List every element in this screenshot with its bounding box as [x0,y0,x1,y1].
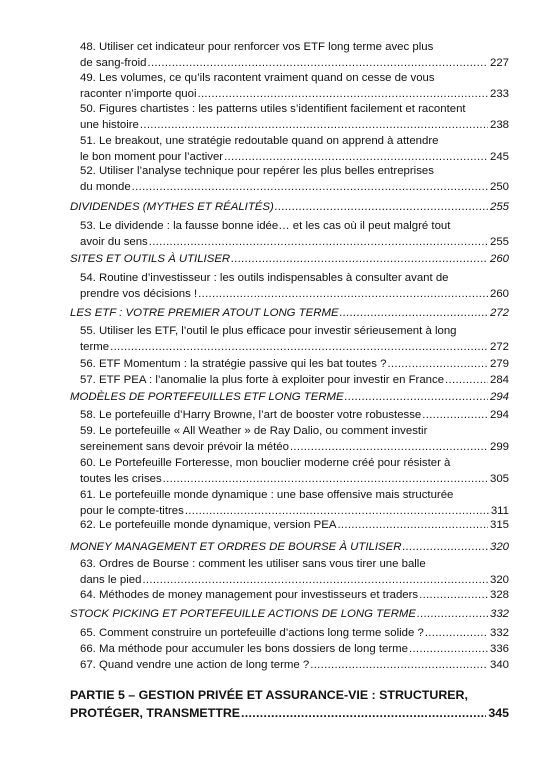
dot-leader [402,540,488,556]
toc-chapter-entry [80,324,509,355]
toc-entry-title: 52. Utiliser l’analyse technique pour repérer les plus belles entreprises [80,165,434,177]
toc-entry-line [80,340,509,356]
toc-entry-line [80,134,509,150]
toc-entry-title: toutes les crises [80,472,162,485]
dot-leader [132,180,488,196]
toc-entry-title: 64. Méthodes de money management pour investisseurs et traders [80,589,419,601]
toc-chapter-entry [80,488,509,519]
toc-chapter-entry [80,40,509,71]
page-number: 345 [488,705,509,720]
toc-entry-line [80,235,509,251]
page-number: 260 [489,253,509,265]
page-number: 328 [489,589,509,601]
toc-entry-title: DIVIDENDES (MYTHES ET RÉALITÉS) [70,201,274,213]
toc-entry-title: une histoire [80,118,139,131]
toc-entry-line [80,424,509,440]
page-number: 238 [489,118,509,131]
toc-entry-title: pour le compte-titres [80,504,184,517]
toc-entry-line [70,390,509,406]
dot-leader [198,287,488,303]
dot-leader [445,373,488,389]
toc-entry-line [80,658,509,674]
dot-leader [419,588,488,604]
toc-entry-title: de sang-froid [80,56,147,69]
toc-entry-title: MODÈLES DE PORTEFEUILLES ETF LONG TERME [70,391,344,403]
toc-entry-title: 59. Le portefeuille « All Weather » de Ray Dalio, ou comment investir [80,425,428,437]
toc-entry-title: du monde [80,180,131,193]
toc-entry-title: 58. Le portefeuille d’Harry Browne, l’art de booster votre robustesse [80,409,422,421]
toc-entry-line [80,287,509,303]
toc-entry-line [80,504,509,520]
toc-entry-line [70,705,509,723]
toc-entry-line [80,118,509,134]
page-number: 305 [489,472,509,485]
toc-entry-line [80,71,509,87]
page-number: 272 [489,307,509,319]
toc-entry-title: 51. Le breakout, une stratégie redoutable quand on apprend à attendre [80,135,439,147]
page-number: 320 [489,541,509,553]
page-number: 336 [489,643,509,655]
toc-entry-line [80,56,509,72]
toc-entry-line [80,102,509,118]
toc-chapter-entry [80,642,509,658]
page-number: 245 [489,150,509,163]
toc-entry-title: 62. Le portefeuille monde dynamique, version PEA [80,519,337,531]
page-number: 315 [489,519,509,531]
toc-entry-title: 48. Utiliser cet indicateur pour renforcer vos ETF long terme avec plus [80,41,434,53]
dot-leader [149,235,488,251]
page-number: 320 [489,573,509,586]
toc-entry-line [80,456,509,472]
toc-chapter-entry [80,357,509,373]
toc-entry-line [80,472,509,488]
toc-entry-title: sereinement sans devoir prévoir la météo [80,440,289,453]
dot-leader [425,626,488,642]
page-number: 255 [489,235,509,248]
page-number: 294 [489,391,509,403]
toc-entry-line [70,252,509,268]
toc-entry-line [80,573,509,589]
dot-leader [340,306,488,322]
toc-chapter-entry [80,164,509,195]
toc-entry-line [70,607,509,623]
toc-entry-title: 60. Le Portefeuille Forteresse, mon bouclier moderne créé pour résister à [80,457,451,469]
toc-chapter-entry [80,557,509,588]
toc-entry-line [80,271,509,287]
dot-leader [163,472,488,488]
dot-leader [290,440,488,456]
toc-entry-title: PARTIE 5 – GESTION PRIVÉE ET ASSURANCE-VIE : STRUCTURER, [70,688,468,702]
toc-entry-title: STOCK PICKING ET PORTEFEUILLE ACTIONS DE LONG TERME [70,608,417,620]
toc-chapter-entry [80,71,509,102]
dot-leader [337,518,488,534]
toc-entry-line [80,642,509,658]
toc-entry-line [80,373,509,389]
toc-section-heading [70,200,509,216]
dot-leader [275,200,488,216]
toc-chapter-entry [80,102,509,133]
dot-leader [231,252,488,268]
toc-entry-line [80,440,509,456]
toc-entry-title: le bon moment pour l’activer [80,150,224,163]
toc-entry-title: 54. Routine d’investisseur : les outils indispensables à consulter avant de [80,272,449,284]
dot-leader [198,87,488,103]
dot-leader [148,56,488,72]
page-number: 332 [489,608,509,620]
toc-entry-line [70,306,509,322]
page-number: 250 [489,180,509,193]
toc-entry-line [70,540,509,556]
toc-entry-line [70,687,509,705]
page-number: 260 [489,287,509,300]
toc-entry-title: 53. Le dividende : la fausse bonne idée… et les cas où il peut malgré tout [80,220,451,232]
toc-entry-line [80,87,509,103]
toc-entry-title: avoir du sens [80,235,148,248]
toc-entry-line [80,180,509,196]
toc-entry-line [80,40,509,56]
toc-entry-title: prendre vos décisions ! [80,287,198,300]
toc-section-heading [70,252,509,268]
page-number: 279 [489,358,509,370]
toc-entry-line [80,324,509,340]
dot-leader [110,340,488,356]
page-number: 284 [489,374,509,386]
dot-leader [224,150,488,166]
toc-entry-title: 61. Le portefeuille monde dynamique : une base offensive mais structurée [80,489,454,501]
toc-entry-title: terme [80,340,110,353]
page-number: 311 [490,504,509,517]
dot-leader [140,118,488,134]
toc-entry-title: 66. Ma méthode pour accumuler les bons dossiers de long terme [80,643,408,655]
toc-entry-title: LES ETF : VOTRE PREMIER ATOUT LONG TERME [70,307,339,319]
toc-entry-title: 57. ETF PEA : l’anomalie la plus forte à exploiter pour investir en France [80,374,445,386]
toc-section-heading [70,306,509,322]
toc-entry-line [80,626,509,642]
toc-entry-line [80,408,509,424]
toc-section-heading [70,540,509,556]
toc-entry-title: 56. ETF Momentum : la stratégie passive qui les bat toutes ? [80,358,387,370]
dot-leader [422,408,488,424]
page-number: 233 [489,87,509,100]
dot-leader [142,573,488,589]
page-number: 294 [489,409,509,421]
toc-chapter-entry [80,456,509,487]
page-number: 299 [489,440,509,453]
toc-chapter-entry [80,219,509,250]
page-number: 340 [489,659,509,671]
toc-section-heading [70,390,509,406]
toc-chapter-entry [80,626,509,642]
toc-part-heading [70,687,509,722]
toc-entry-title: SITES ET OUTILS À UTILISER [70,253,231,265]
toc-chapter-entry [80,424,509,455]
dot-leader [241,705,486,723]
toc-chapter-entry [80,518,509,534]
toc-entry-title: 55. Utiliser les ETF, l’outil le plus efficace pour investir sérieusement à long [80,325,457,337]
page-number: 255 [489,201,509,213]
dot-leader [345,390,488,406]
dot-leader [417,607,488,623]
toc-entry-line [70,200,509,216]
toc-chapter-entry [80,588,509,604]
toc-chapter-entry [80,134,509,165]
toc-entry-line [80,357,509,373]
toc-chapter-entry [80,271,509,302]
dot-leader [185,504,489,520]
toc-chapter-entry [80,658,509,674]
toc-entry-line [80,588,509,604]
page-number: 272 [489,340,509,353]
toc-entry-line [80,219,509,235]
toc-entry-title: 65. Comment construire un portefeuille d’actions long terme solide ? [80,627,424,639]
toc-chapter-entry [80,408,509,424]
toc-entry-line [80,557,509,573]
dot-leader [310,658,488,674]
toc-entry-title: 63. Ordres de Bourse : comment les utiliser sans vous tirer une balle [80,558,426,570]
toc-chapter-entry [80,373,509,389]
toc-entry-title: MONEY MANAGEMENT ET ORDRES DE BOURSE À UTILISER [70,541,402,553]
toc-entry-title: 67. Quand vendre une action de long terme ? [80,659,310,671]
toc-section-heading [70,607,509,623]
toc-entry-title: PROTÉGER, TRANSMETTRE [70,705,241,720]
toc-entry-title: 50. Figures chartistes : les patterns utiles s’identifient facilement et racontent [80,103,466,115]
toc-entry-title: 49. Les volumes, ce qu’ils racontent vraiment quand on cesse de vous [80,72,435,84]
page-number: 332 [489,627,509,639]
toc-entry-line [80,488,509,504]
toc-entry-line [80,164,509,180]
page-number: 227 [489,56,509,69]
toc-entry-title: dans le pied [80,573,142,586]
toc-entry-line [80,518,509,534]
dot-leader [409,642,488,658]
toc-entry-line [80,150,509,166]
dot-leader [387,357,488,373]
toc-entry-title: raconter n’importe quoi [80,87,197,100]
